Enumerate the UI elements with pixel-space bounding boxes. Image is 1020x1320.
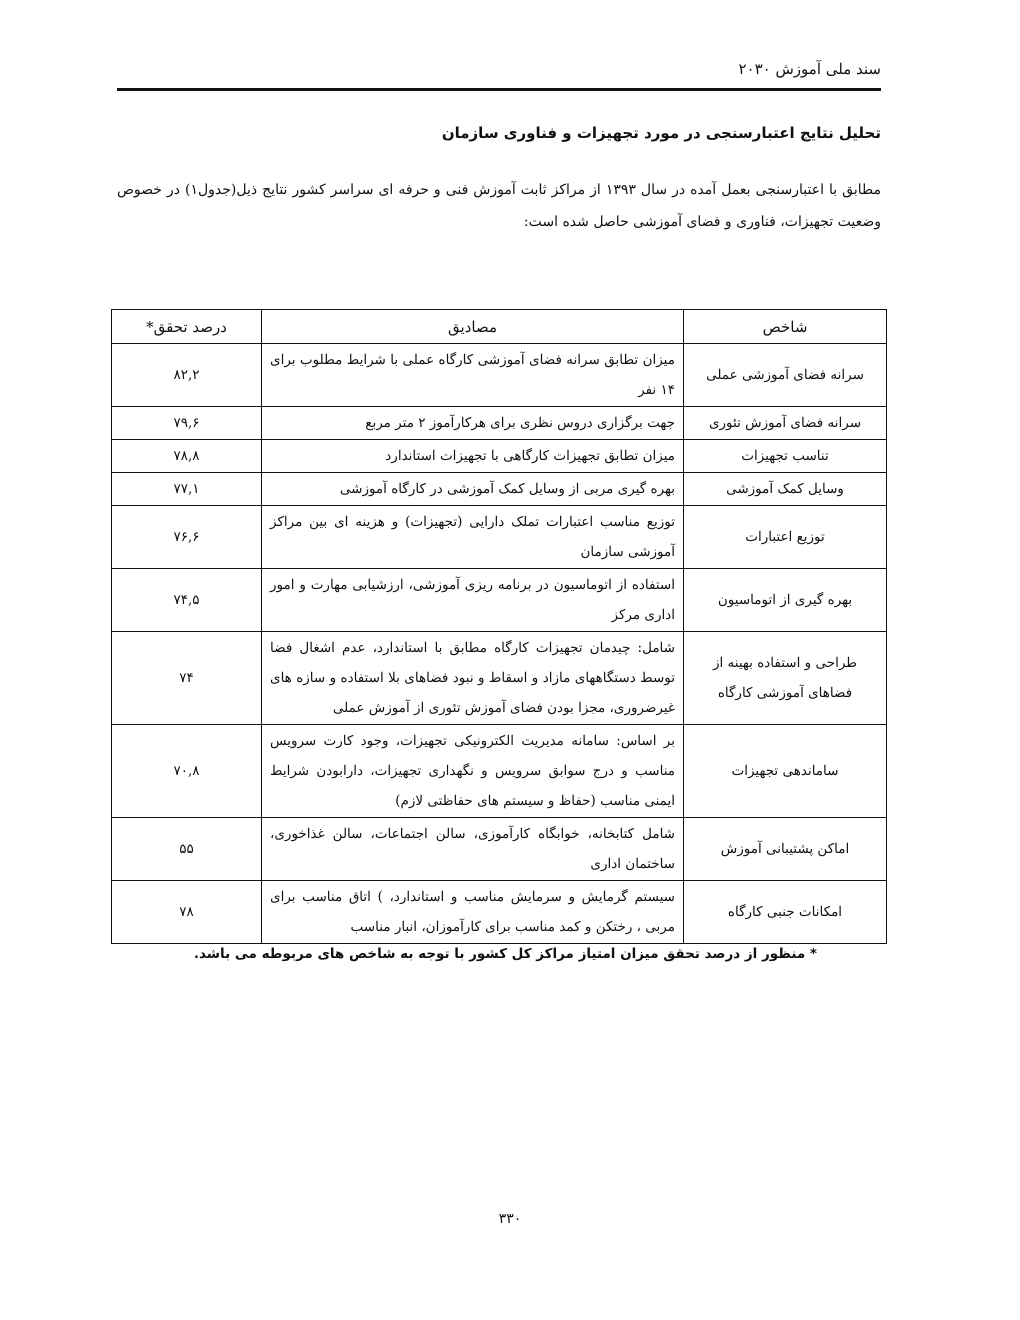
assessment-table	[111, 309, 887, 944]
indicator-cell: بهره گیری از اتوماسیون	[684, 569, 887, 632]
table-row	[112, 506, 887, 569]
header-percent: درصد تحقق*	[112, 310, 262, 344]
indicator-cell: وسایل کمک آموزشی	[684, 473, 887, 506]
table-row	[112, 881, 887, 944]
percent-cell: ۷۷,۱	[112, 473, 262, 506]
evidence-cell: شامل: چیدمان تجهیزات کارگاه مطابق با استاندارد، عدم اشغال فضا توسط دستگاههای مازاد و اسقاط و نبود فضاهای بلا استفاده و سازه های غیرضروری، مجزا بودن فضای آموزش تئوری از آموزش عملی	[262, 632, 684, 725]
table-row	[112, 440, 887, 473]
percent-cell: ۷۶,۶	[112, 506, 262, 569]
table-row	[112, 725, 887, 818]
indicator-cell: تناسب تجهیزات	[684, 440, 887, 473]
evidence-cell: میزان تطابق تجهیزات کارگاهی با تجهیزات استاندارد	[262, 440, 684, 473]
percent-cell: ۷۸	[112, 881, 262, 944]
indicator-cell: طراحی و استفاده بهینه از فضاهای آموزشی کارگاه	[684, 632, 887, 725]
evidence-cell: بر اساس: سامانه مدیریت الکترونیکی تجهیزات، وجود کارت سرویس مناسب و درج سوابق سرویس و نگهداری تجهیزات، دارابودن شرایط ایمنی مناسب (حفاظ و سیستم های حفاظتی لازم)	[262, 725, 684, 818]
evidence-cell: میزان تطابق سرانه فضای آموزشی کارگاه عملی با شرایط مطلوب برای ۱۴ نفر	[262, 344, 684, 407]
table-row	[112, 407, 887, 440]
header-evidence: مصادیق	[262, 310, 684, 344]
table-row	[112, 473, 887, 506]
evidence-cell: سیستم گرمایش و سرمایش مناسب و استاندارد، ) اتاق مناسب برای مربی ، رختکن و کمد مناسب برای کارآموزان، انبار مناسب	[262, 881, 684, 944]
percent-cell: ۵۵	[112, 818, 262, 881]
table-row	[112, 632, 887, 725]
indicator-cell: سرانه فضای آموزشی عملی	[684, 344, 887, 407]
indicator-cell: سرانه فضای آموزش تئوری	[684, 407, 887, 440]
indicator-cell: ساماندهی تجهیزات	[684, 725, 887, 818]
evidence-cell: استفاده از اتوماسیون در برنامه ریزی آموزشی، ارزشیابی مهارت و امور اداری مرکز	[262, 569, 684, 632]
evidence-cell: بهره گیری مربی از وسایل کمک آموزشی در کارگاه آموزشی	[262, 473, 684, 506]
percent-cell: ۷۴,۵	[112, 569, 262, 632]
table-row	[112, 344, 887, 407]
percent-cell: ۷۸,۸	[112, 440, 262, 473]
running-header: سند ملی آموزش ۲۰۳۰	[738, 60, 881, 78]
section-title: تحلیل نتایج اعتبارسنجی در مورد تجهیزات و فناوری سازمان	[441, 124, 881, 142]
indicator-cell: اماکن پشتیبانی آموزش	[684, 818, 887, 881]
intro-paragraph: مطابق با اعتبارسنجی بعمل آمده در سال ۱۳۹۳ از مراکز ثابت آموزش فنی و حرفه ای سراسر کشور نتایج ذیل(جدول۱) در خصوص وضعیت تجهیزات، فناوری و فضای آموزشی حاصل شده است:	[117, 182, 881, 230]
page-number: ۳۳۰	[498, 1211, 522, 1227]
table-row	[112, 569, 887, 632]
indicator-cell: امکانات جنبی کارگاه	[684, 881, 887, 944]
table-header-row	[112, 310, 887, 344]
percent-cell: ۷۹,۶	[112, 407, 262, 440]
evidence-cell: شامل کتابخانه، خوابگاه کارآموزی، سالن اجتماعات، سالن غذاخوری، ساختمان اداری	[262, 818, 684, 881]
evidence-cell: جهت برگزاری دروس نظری برای هرکارآموز ۲ متر مربع	[262, 407, 684, 440]
percent-cell: ۸۲,۲	[112, 344, 262, 407]
table-footnote: * منظور از درصد تحقق میزان امتیاز مراکز کل کشور با توجه به شاخص های مربوطه می باشد.	[193, 946, 817, 962]
header-divider	[117, 88, 881, 91]
table-row	[112, 818, 887, 881]
header-indicator: شاخص	[684, 310, 887, 344]
percent-cell: ۷۴	[112, 632, 262, 725]
indicator-cell: توزیع اعتبارات	[684, 506, 887, 569]
evidence-cell: توزیع مناسب اعتبارات تملک دارایی (تجهیزات) و هزینه ای بین مراکز آموزشی سازمان	[262, 506, 684, 569]
percent-cell: ۷۰,۸	[112, 725, 262, 818]
